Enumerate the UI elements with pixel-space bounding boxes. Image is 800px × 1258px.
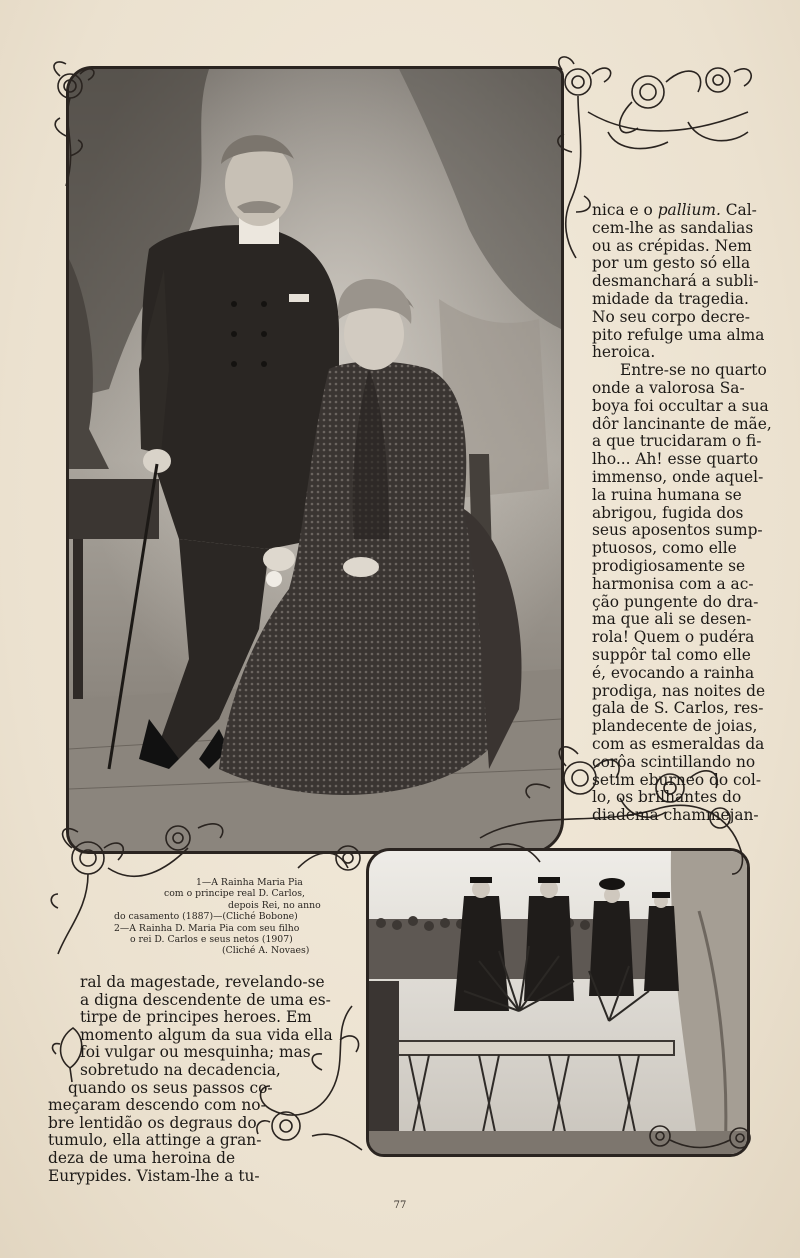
text-line: a que trucidaram o fi-	[592, 432, 762, 451]
caption-line: com o principe real D. Carlos,	[164, 888, 305, 900]
text-line: ptuosos, como elle	[592, 539, 737, 558]
text-line: bre lentidão os degraus do	[48, 1113, 257, 1132]
caption-line: do casamento (1887)—(Cliché Bobone)	[114, 911, 298, 923]
text-line: ção pungente do dra-	[592, 592, 759, 611]
text-line: gala de S. Carlos, res-	[592, 699, 764, 718]
text-line: suppôr tal como elle	[592, 645, 751, 664]
portrait-photo-queen-and-prince	[66, 66, 564, 854]
text-line: ral da magestade, revelando-se	[80, 973, 325, 991]
text-line: boya foi occultar a sua	[592, 396, 769, 415]
text-line: No seu corpo decre-	[592, 307, 750, 326]
page-number: 77	[393, 1200, 407, 1211]
text-line: ou as crépidas. Nem	[592, 236, 752, 255]
text-line: Entre-se no quarto	[620, 361, 767, 380]
text-line: diadema chammejan-	[592, 806, 759, 825]
text-line: cem-lhe as sandalias	[592, 218, 754, 237]
floral-ornament-top-left	[48, 56, 108, 196]
floral-ornament-bottom-right	[640, 1110, 760, 1160]
text-line: midade da tragedia.	[592, 289, 749, 308]
text-line: meçaram descendo com no-	[48, 1096, 266, 1115]
text-line: immenso, onde aquel-	[592, 467, 764, 486]
caption-line: depois Rei, no anno	[228, 899, 321, 911]
text-line: onde a valorosa Sa-	[592, 378, 745, 397]
text-line: harmonisa com a ac-	[592, 574, 754, 593]
text-line: com as esmeraldas da	[592, 734, 765, 753]
text-line: Eurypides. Vistam-lhe a tu-	[48, 1166, 260, 1185]
paragraph-quarto	[592, 361, 772, 825]
text-line: é, evocando a rainha	[592, 663, 755, 682]
text-line: tirpe de principes heroes. Em	[80, 1008, 312, 1027]
text-line: foi vulgar ou mesquinha; mas	[80, 1043, 311, 1062]
text-line: lho... Ah! esse quarto	[592, 450, 759, 469]
text-line: pito refulge uma alma	[592, 325, 765, 344]
text-line: plandecente de joias,	[592, 717, 758, 736]
text-line: momento algum da sua vida ella	[80, 1025, 333, 1044]
paragraph-pallium	[592, 201, 765, 362]
text-line: nica e o pallium. Cal-	[592, 201, 757, 219]
text-line: deza de uma heroina de	[48, 1148, 236, 1167]
text-line: prodiga, nas noites de	[592, 681, 766, 700]
text-line: setim eburneo do col-	[592, 770, 762, 789]
italic-word: pallium.	[657, 201, 721, 219]
text-line: tumulo, ella attinge a gran-	[48, 1131, 262, 1150]
text-line: abrigou, fugida dos	[592, 503, 744, 522]
article-text-left-column	[48, 973, 333, 1185]
text-line: lo, os brilhantes do	[592, 788, 742, 807]
text-line: prodigiosamente se	[592, 556, 746, 575]
photo-caption	[108, 877, 348, 957]
text-line: ma que ali se desen-	[592, 610, 752, 629]
text-line: corôa scintillando no	[592, 752, 756, 771]
text-line: a digna descendente de uma es-	[80, 990, 331, 1009]
text-line: heroica.	[592, 343, 656, 362]
caption-line: (Cliché A. Novaes)	[222, 945, 310, 957]
paragraph-magestade	[48, 973, 333, 1185]
text-line: la ruina humana se	[592, 485, 742, 504]
caption-line: 1—A Rainha Maria Pia	[196, 877, 303, 888]
text-line: seus aposentos sump-	[592, 521, 763, 540]
text-line: por um gesto só ella	[592, 254, 751, 273]
text-line: quando os seus passos co-	[68, 1078, 273, 1097]
text-line: desmanchará a subli-	[592, 272, 759, 291]
text-line: sobretudo na decadencia,	[80, 1060, 281, 1079]
article-text-right-column	[592, 201, 772, 825]
text-line: dôr lancinante de mãe,	[592, 414, 772, 433]
caption-line: 2—A Rainha D. Maria Pia com seu filho	[114, 922, 300, 934]
text-line: rola! Quem o pudéra	[592, 628, 755, 647]
caption-line: o rei D. Carlos e seus netos (1907)	[130, 934, 293, 946]
